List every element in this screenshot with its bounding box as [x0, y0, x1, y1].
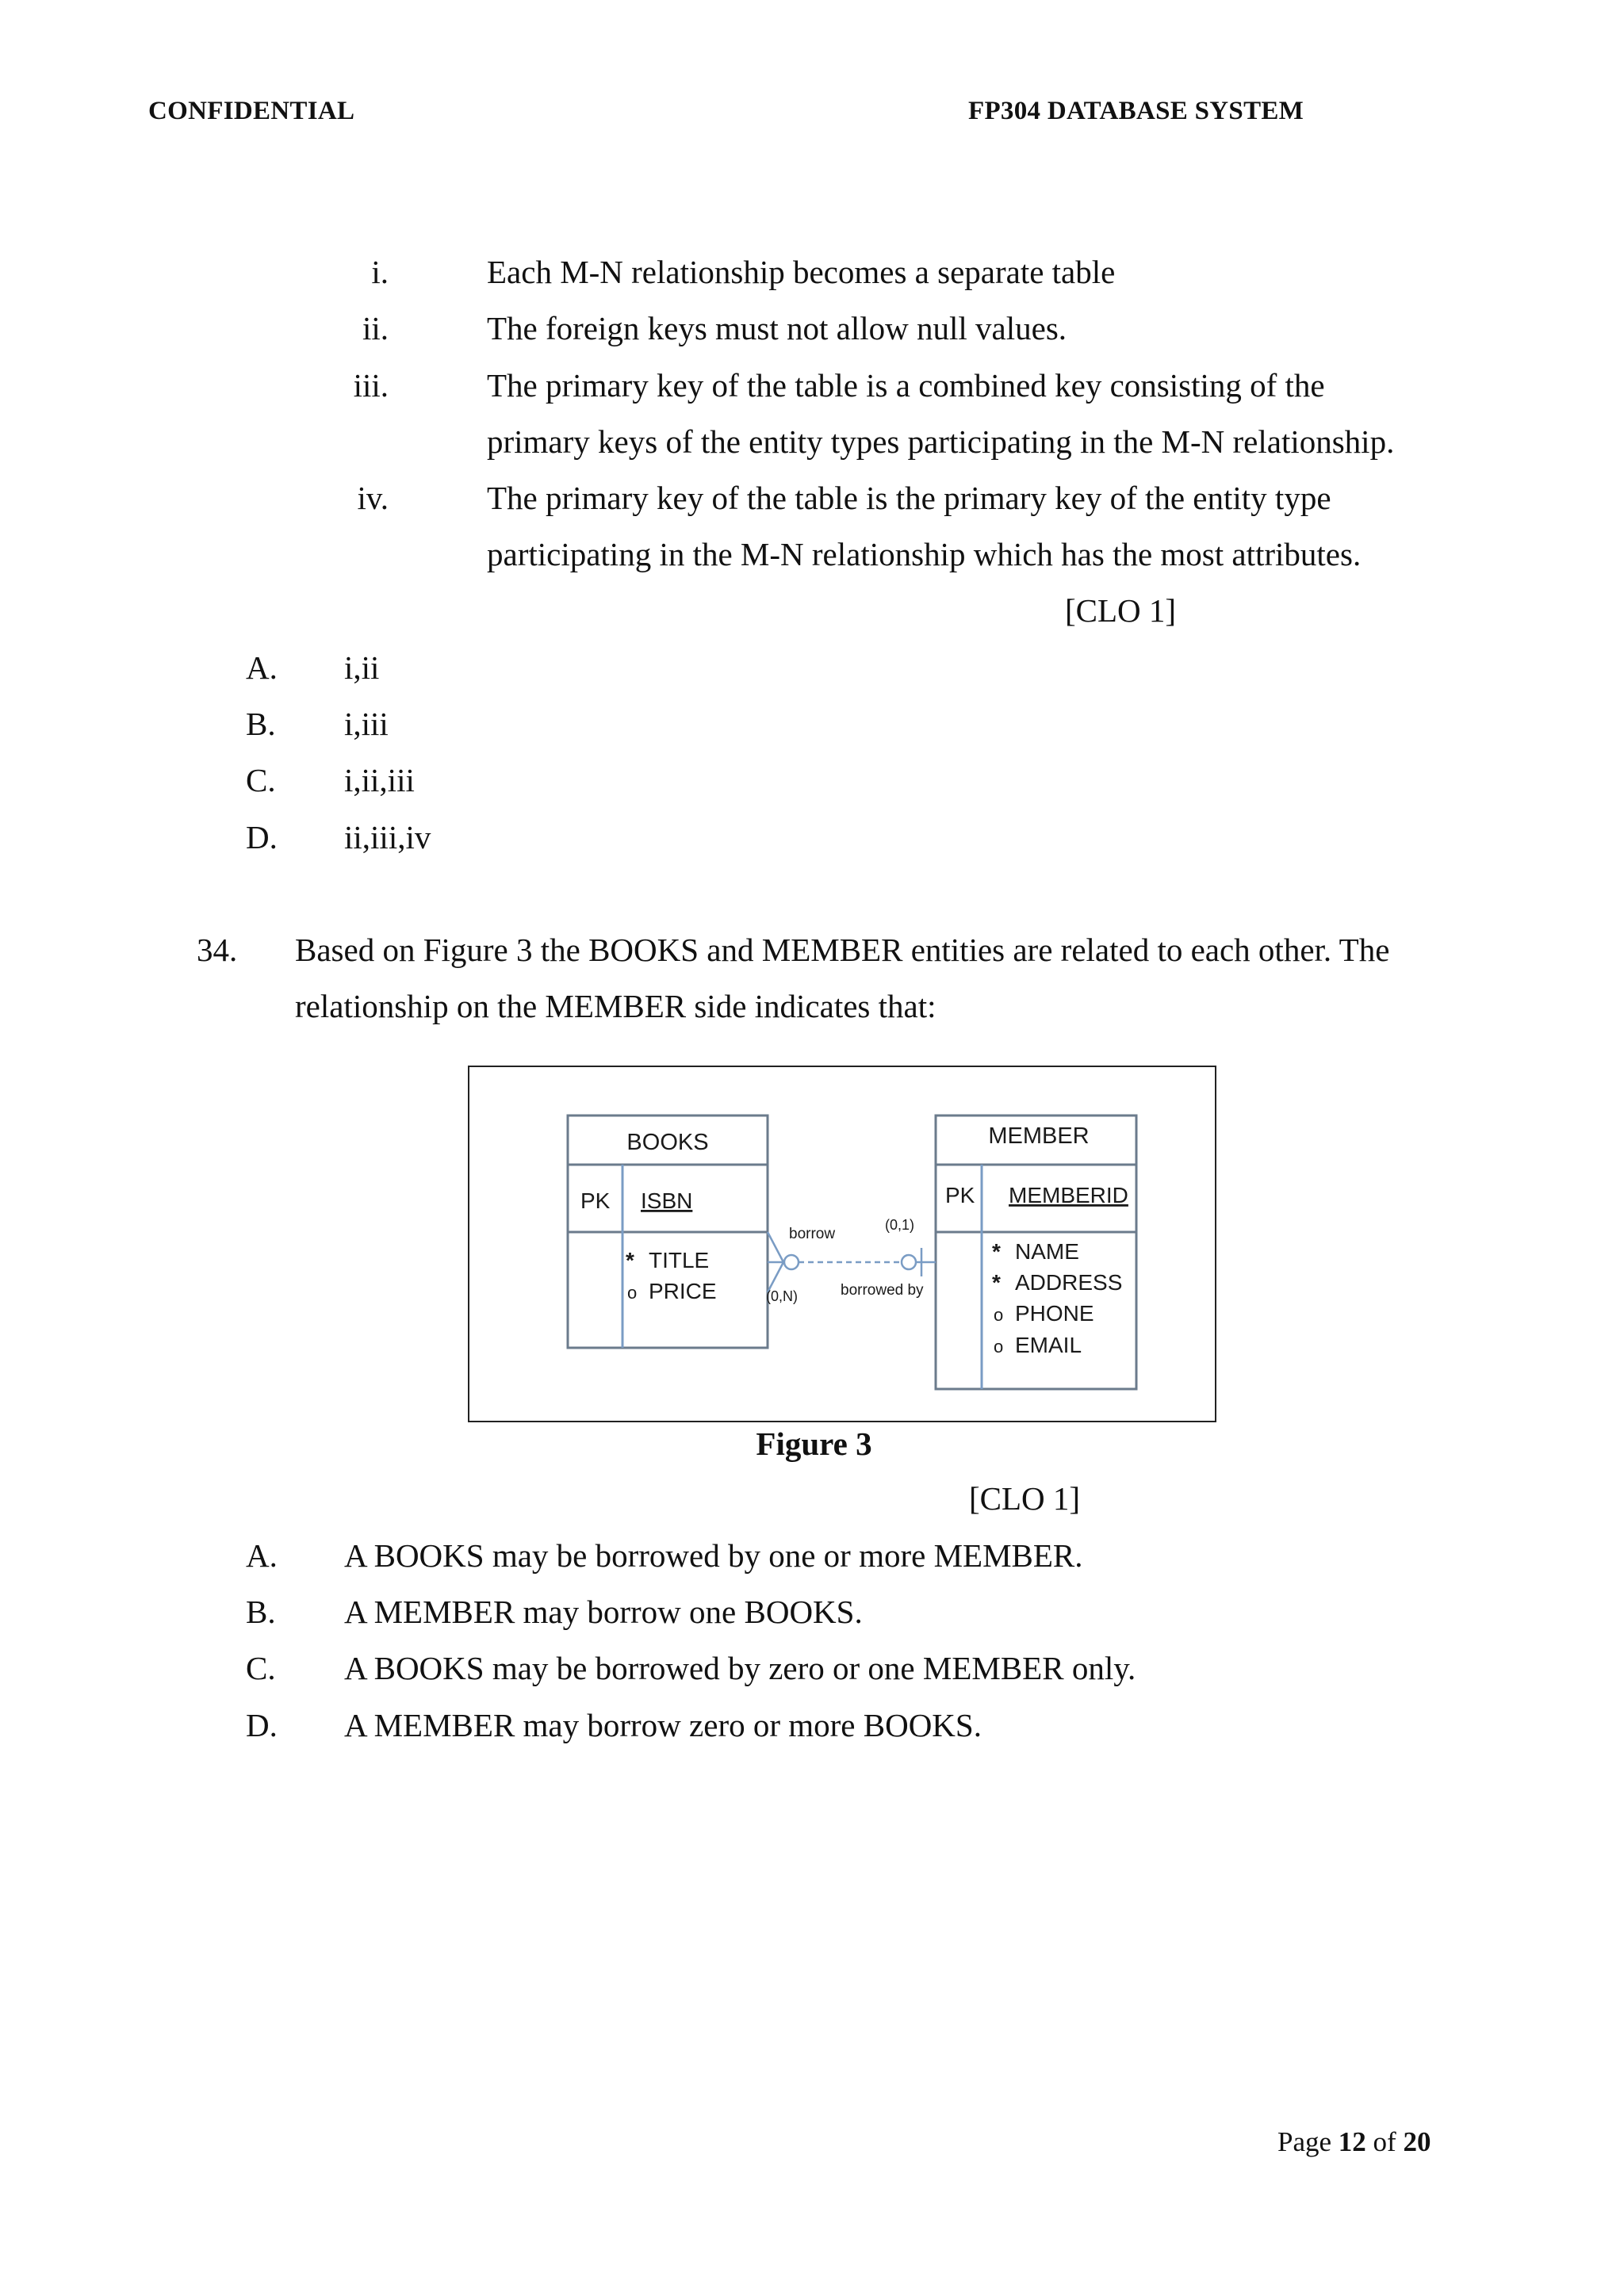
books-pk-attribute: ISBN: [641, 1188, 693, 1213]
member-attribute: PHONE: [1015, 1301, 1094, 1326]
cardinality-member: (0,1): [885, 1217, 915, 1233]
attribute-marker: *: [992, 1239, 1001, 1264]
member-attribute: ADDRESS: [1015, 1270, 1123, 1295]
books-entity: [568, 1115, 768, 1348]
er-diagram: [469, 1067, 1214, 1420]
page-number: [1277, 2126, 1431, 2158]
q34-question-line: Based on Figure 3 the BOOKS and MEMBER entities are related to each other. The: [295, 932, 1390, 968]
q34-number: 34.: [197, 932, 238, 968]
attribute-marker: *: [992, 1270, 1001, 1295]
books-attribute: TITLE: [649, 1248, 710, 1272]
option-text: A BOOKS may be borrowed by one or more MEMBER.: [344, 1537, 1083, 1574]
statement-number: ii.: [362, 310, 389, 346]
books-attribute: PRICE: [649, 1279, 717, 1303]
statement-number: iii.: [353, 367, 389, 404]
member-pk-label: PK: [945, 1183, 975, 1207]
statement-text: Each M-N relationship becomes a separate table: [487, 254, 1116, 290]
relationship-label-borrow: borrow: [789, 1226, 836, 1242]
crows-foot-line: [768, 1232, 783, 1262]
current-page: 12: [1338, 2126, 1366, 2157]
attribute-marker: o: [627, 1283, 638, 1303]
option-text: A MEMBER may borrow one BOOKS.: [344, 1594, 863, 1630]
option-letter: D.: [246, 1707, 278, 1743]
statement-number: iv.: [357, 480, 389, 516]
option-letter: D.: [246, 819, 278, 855]
option-letter: A.: [246, 649, 278, 686]
member-attribute: EMAIL: [1015, 1333, 1082, 1357]
statement-text: participating in the M-N relationship which has the most attributes.: [487, 536, 1362, 572]
figure-caption: Figure 3: [756, 1425, 872, 1462]
option-text: A MEMBER may borrow zero or more BOOKS.: [344, 1707, 982, 1743]
member-entity-name: MEMBER: [988, 1123, 1090, 1149]
option-letter: A.: [246, 1537, 278, 1574]
books-pk-label: PK: [580, 1188, 611, 1213]
header-confidential: CONFIDENTIAL: [148, 97, 355, 125]
attribute-marker: o: [994, 1305, 1004, 1325]
option-text: i,iii: [344, 706, 389, 742]
statement-text: The primary key of the table is a combined key consisting of the: [487, 367, 1325, 404]
option-letter: C.: [246, 762, 276, 798]
statement-number: i.: [371, 254, 389, 290]
member-entity: [936, 1115, 1136, 1389]
relationship-label-borrowed-by: borrowed by: [841, 1282, 924, 1299]
optional-circle-member: [902, 1255, 916, 1269]
option-text: ii,iii,iv: [344, 819, 431, 855]
of-word: of: [1373, 2126, 1396, 2157]
statement-text: The foreign keys must not allow null values.: [487, 310, 1067, 346]
total-pages: 20: [1403, 2126, 1431, 2157]
q34-question-line: relationship on the MEMBER side indicates that:: [295, 988, 936, 1024]
option-letter: B.: [246, 1594, 276, 1630]
attribute-marker: *: [626, 1248, 634, 1272]
figure-3-frame: [468, 1066, 1216, 1422]
option-text: A BOOKS may be borrowed by zero or one MEMBER only.: [344, 1650, 1136, 1686]
books-entity-name: BOOKS: [626, 1130, 709, 1155]
option-text: i,ii,iii: [344, 762, 415, 798]
member-attribute: NAME: [1015, 1239, 1079, 1264]
member-pk-attribute: MEMBERID: [1009, 1183, 1128, 1207]
borrow-relationship: [766, 1217, 936, 1304]
attribute-marker: o: [994, 1337, 1004, 1357]
option-letter: C.: [246, 1650, 276, 1686]
optional-circle-books: [784, 1255, 799, 1269]
page-word: Page: [1277, 2126, 1332, 2157]
statement-text: The primary key of the table is the primary key of the entity type: [487, 480, 1331, 516]
option-text: i,ii: [344, 649, 380, 686]
q34-clo-tag: [CLO 1]: [969, 1480, 1081, 1517]
header-course-title: FP304 DATABASE SYSTEM: [968, 97, 1304, 125]
cardinality-books: (0,N): [766, 1288, 798, 1304]
q33-clo-tag: [CLO 1]: [1065, 592, 1177, 629]
statement-text: primary keys of the entity types participating in the M-N relationship.: [487, 423, 1395, 460]
option-letter: B.: [246, 706, 276, 742]
